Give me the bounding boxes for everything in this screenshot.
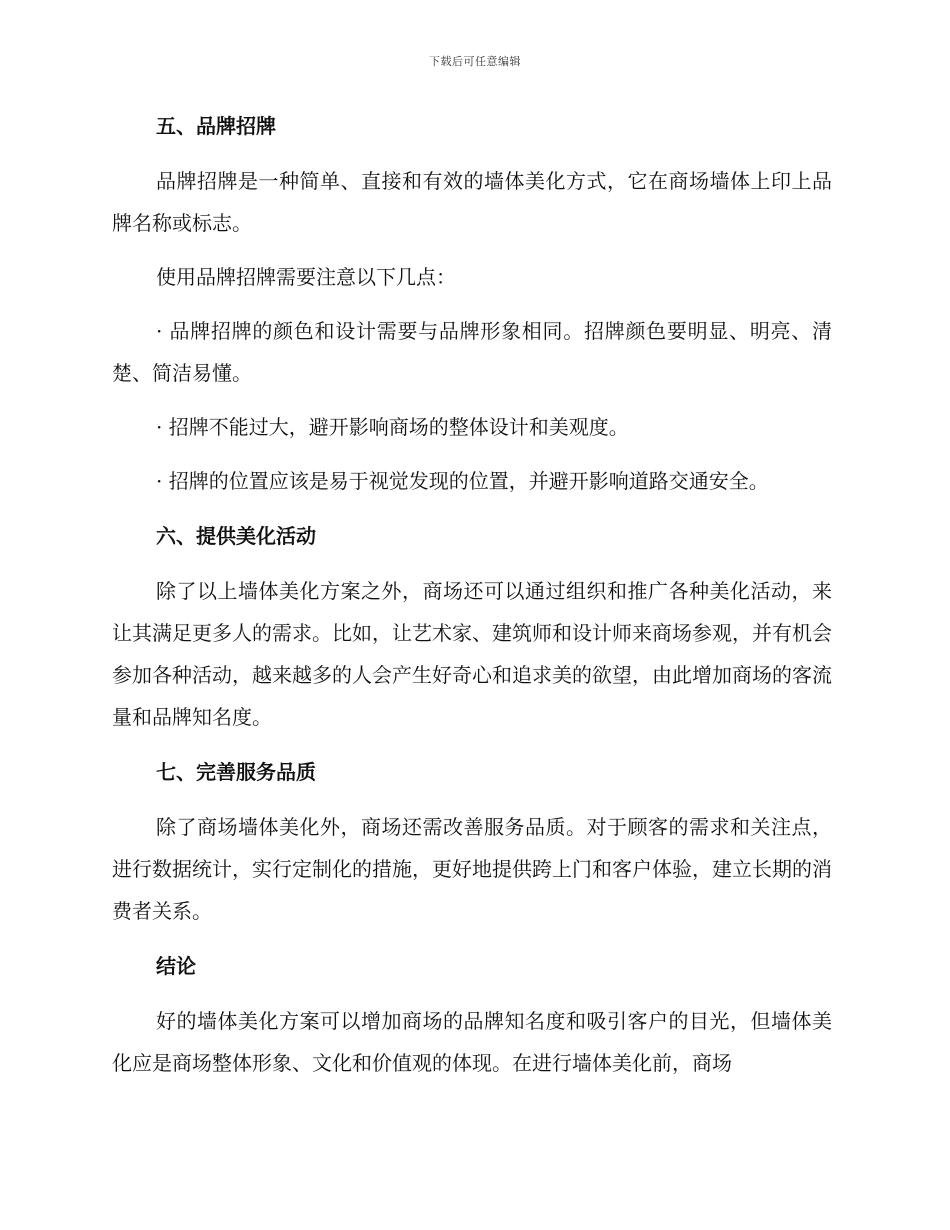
conclusion-paragraph-1: 好的墙体美化方案可以增加商场的品牌知名度和吸引客户的目光，但墙体美化应是商场整体形象、文化和价值观的体现。在进行墙体美化前，商场: [112, 1009, 832, 1075]
section-5-paragraph-2: 使用品牌招牌需要注意以下几点：: [156, 265, 456, 289]
section-5-paragraph-1: 品牌招牌是一种简单、直接和有效的墙体美化方式，它在商场墙体上印上品牌名称或标志。: [112, 169, 832, 235]
conclusion-title: 结论: [156, 954, 196, 978]
section-5-title: 五、品牌招牌: [156, 114, 276, 138]
section-6-paragraph-1: 除了以上墙体美化方案之外，商场还可以通过组织和推广各种美化活动，来让其满足更多人的需求。比如，让艺术家、建筑师和设计师来商场参观，并有机会参加各种活动，越来越多的人会产生好奇心和追求美的欲望，由此增加商场的客流量和品牌知名度。: [112, 579, 832, 729]
section-5-bullet-1: · 品牌招牌的颜色和设计需要与品牌形象相同。招牌颜色要明显、明亮、清楚、简洁易懂。: [112, 319, 832, 385]
section-5-bullet-2: · 招牌不能过大，避开影响商场的整体设计和美观度。: [156, 415, 629, 439]
section-7-paragraph-1: 除了商场墙体美化外，商场还需改善服务品质。对于顾客的需求和关注点，进行数据统计，实行定制化的措施，更好地提供跨上门和客户体验，建立长期的消费者关系。: [112, 815, 832, 923]
section-6-title: 六、提供美化活动: [156, 524, 316, 548]
document-body: [112, 104, 832, 1084]
section-5-bullet-3: · 招牌的位置应该是易于视觉发现的位置，并避开影响道路交通安全。: [156, 469, 769, 493]
page-header-note: 下载后可任意编辑: [429, 55, 521, 68]
section-7-title: 七、完善服务品质: [156, 760, 316, 784]
